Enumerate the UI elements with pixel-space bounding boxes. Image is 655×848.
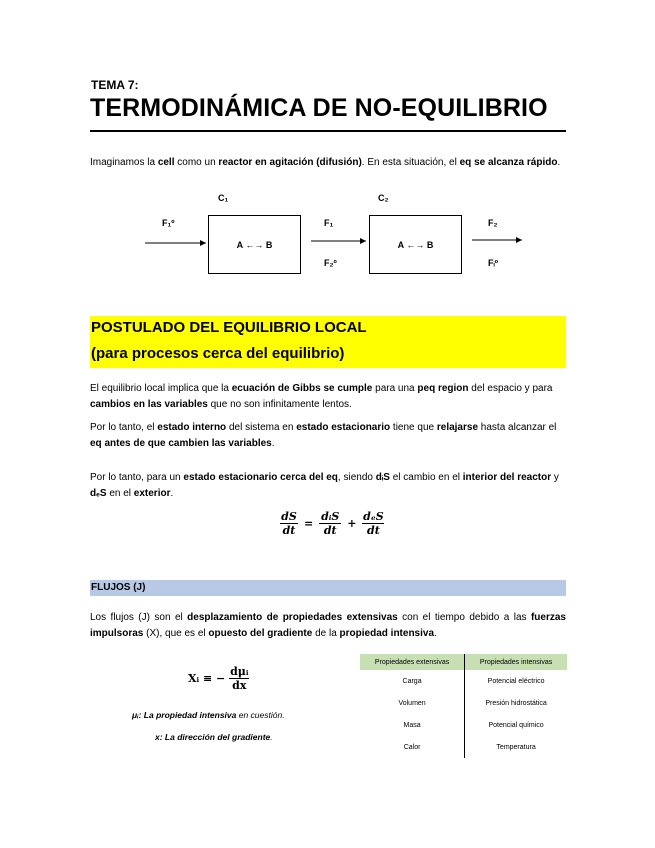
flow-arrows <box>130 185 550 280</box>
caption-x: x: La dirección del gradiente. <box>155 732 273 742</box>
eq-term2-num: dₑS <box>363 510 384 523</box>
table-cell: Temperatura <box>496 743 536 751</box>
force-eq-num: dμᵢ <box>230 665 249 678</box>
label-f2o: F₂º <box>324 258 337 268</box>
entropy-equation <box>280 510 384 537</box>
page-title: TERMODINÁMICA DE NO-EQUILIBRIO <box>90 94 548 122</box>
force-equation <box>188 665 249 692</box>
label-fio: Fᵢº <box>488 258 499 268</box>
force-eq-lhs: Xᵢ ≡ − <box>188 672 226 685</box>
postulado-subtitle: (para procesos cerca del equilibrio) <box>91 345 345 362</box>
eq-term2-den: dt <box>367 524 380 537</box>
eq-lhs-num: dS <box>281 510 297 523</box>
flujos-title: FLUJOS (J) <box>91 582 146 593</box>
paragraph-estado-estacionario: Por lo tanto, para un estado estacionario cerca del eq, siendo dᵢS el cambio en el interior del reactor y dₑS en el exterior. <box>90 472 559 499</box>
table-cell: Presión hidrostática <box>485 699 547 707</box>
table-cell: Volumen <box>360 692 465 714</box>
eq-equals: = <box>304 517 314 530</box>
intro-paragraph: Imaginamos la cell como un reactor en agitación (difusión). En esta situación, el eq se alcanza rápido. <box>90 157 561 168</box>
table-cell: Carga <box>360 670 465 692</box>
reactor-box-2: A ←→ B <box>369 215 462 274</box>
label-c1: C₁ <box>218 193 229 203</box>
postulado-section-heading <box>90 316 566 368</box>
table-row <box>360 670 567 692</box>
reactor-box-1: A ←→ B <box>208 215 301 274</box>
force-eq-den: dx <box>232 679 247 692</box>
label-f1: F₁ <box>324 218 334 228</box>
label-c2: C₂ <box>378 193 389 203</box>
eq-plus: + <box>347 517 357 530</box>
eq-term1-num: dᵢS <box>321 510 340 523</box>
table-header-extensive: Propiedades extensivas <box>360 654 465 670</box>
paragraph-equilibrio-local: El equilibrio local implica que la ecuación de Gibbs se cumple para una peq region del espacio y para cambios en las variables que no son infinitamente lentos. <box>90 383 553 410</box>
table-row <box>360 736 567 758</box>
eq-lhs-den: dt <box>282 524 296 537</box>
properties-table <box>360 654 567 758</box>
label-f1o: F₁º <box>162 218 175 228</box>
caption-mu: μᵢ: La propiedad intensiva en cuestión. <box>132 710 285 720</box>
table-cell: Potencial químico <box>488 721 544 729</box>
eq-term1-den: dt <box>323 524 337 537</box>
table-row <box>360 714 567 736</box>
table-header-row <box>360 654 567 670</box>
table-cell: Masa <box>360 714 465 736</box>
table-cell: Potencial eléctrico <box>487 677 545 685</box>
table-row <box>360 692 567 714</box>
title-underline <box>90 130 566 132</box>
flujos-section-heading <box>90 580 566 596</box>
reactor-diagram <box>130 185 550 280</box>
paragraph-estado-interno: Por lo tanto, el estado interno del sistema en estado estacionario tiene que relajarse hasta alcanzar el eq antes de que cambien las variables. <box>90 422 557 449</box>
table-header-intensive: Propiedades intensivas <box>465 654 567 670</box>
topic-label: TEMA 7: <box>91 78 139 92</box>
table-cell: Calor <box>360 736 465 758</box>
paragraph-flujos: Los flujos (J) son el desplazamiento de propiedades extensivas con el tiempo debido a las fuerzas impulsoras (X), que es el opuesto del gradiente de la propiedad intensiva. <box>90 612 566 639</box>
postulado-title: POSTULADO DEL EQUILIBRIO LOCAL <box>91 319 367 336</box>
label-f2: F₂ <box>488 218 498 228</box>
